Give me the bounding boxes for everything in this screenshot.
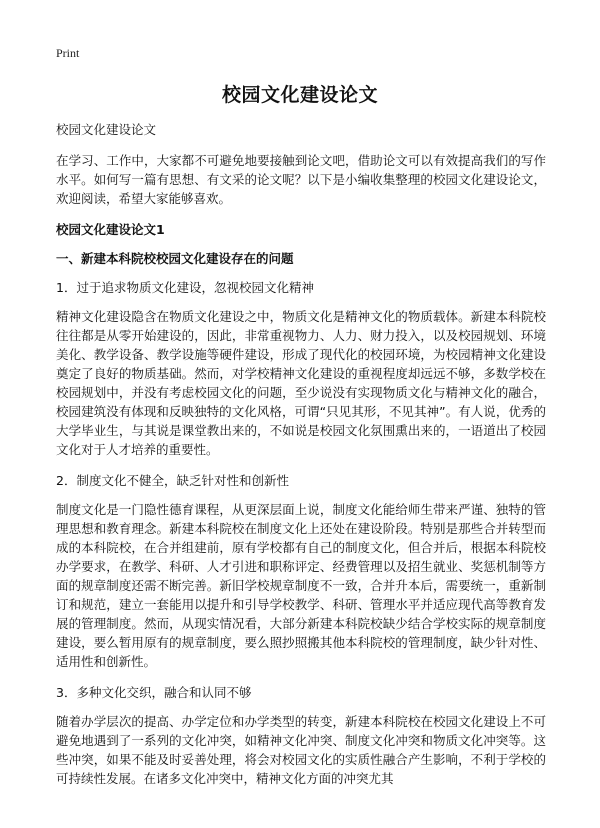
item-body-2: 制度文化是一门隐性德育课程，从更深层面上说，制度文化能给师生带来严谨、独特的管理思想和教育理念。新建本科院校在制度文化上还处在建设阶段。特别是那些合并转型而成的本科院校，在合并组建前，原有学校都有自己的制度文化，但合并后，根据本科院校办学要求，在教学、科研、人才引进和职称评定、经费管理以及招生就业、奖惩机制等方面的规章制度还需不断完善。新旧学校规章制度不一致，合并升本后，需要统一，重新制订和规范，建立一套能用以提升和引导学校教学、科研、管理水平并适应现代高等教育发展的管理制度。然而，从现实情况看，大部分新建本科院校缺少结合学校实际的规章制度建设，要么暂用原有的规章制度，要么照抄照搬其他本科院校的管理制度，缺少针对性、适用性和创新性。	[56, 502, 546, 669]
section-heading: 校园文化建设论文1	[56, 222, 165, 237]
intro-paragraph: 在学习、工作中，大家都不可避免地要接触到论文吧，借助论文可以有效提高我们的写作水平。如何写一篇有思想、有文采的论文呢？以下是小编收集整理的校园文化建设论文，欢迎阅读，希望大家能够喜欢。	[56, 153, 546, 206]
document-title: 校园文化建设论文	[221, 84, 378, 106]
item-body-3: 随着办学层次的提高、办学定位和办学类型的转变，新建本科院校在校园文化建设上不可避免地遇到了一系列的文化冲突，如精神文化冲突、制度文化冲突和物质文化冲突等。这些冲突，如果不能及时妥善处理，将会对校园文化的实质性融合产生影响，不利于学校的可持续性发展。在诸多文化冲突中，精神文化方面的冲突尤其	[56, 714, 546, 786]
print-label: Print	[56, 46, 80, 60]
item-body-1: 精神文化建设隐含在物质文化建设之中，物质文化是精神文化的物质载体。新建本科院校往往都是从零开始建设的，因此，非常重视物力、人力、财力投入，以及校园规划、环境美化、教学设备、教学设施等硬件建设，形成了现代化的校园环境，为校园精神文化建设奠定了良好的物质基础。然而，对学校精神文化建设的重视程度却远远不够，多数学校在校园规划中，并没有考虑校园文化的问题，至少说没有实现物质文化与精神文化的融合，校园建筑没有体现和反映独特的文化风格，可谓“只见其形，不见其神”。有人说，优秀的大学毕业生，与其说是课堂教出来的，不如说是校园文化氛围熏出来的，一语道出了校园文化对于人才培养的重要性。	[56, 309, 546, 457]
document-subtitle: 校园文化建设论文	[56, 122, 157, 137]
document-body	[56, 120, 546, 800]
subsection-heading: 一、新建本科院校校园文化建设存在的问题	[56, 251, 294, 266]
item-heading-1: 1．过于追求物质文化建设，忽视校园文化精神	[56, 280, 314, 295]
item-heading-3: 3．多种文化交织，融合和认同不够	[56, 685, 252, 700]
item-heading-2: 2．制度文化不健全，缺乏针对性和创新性	[56, 473, 289, 488]
